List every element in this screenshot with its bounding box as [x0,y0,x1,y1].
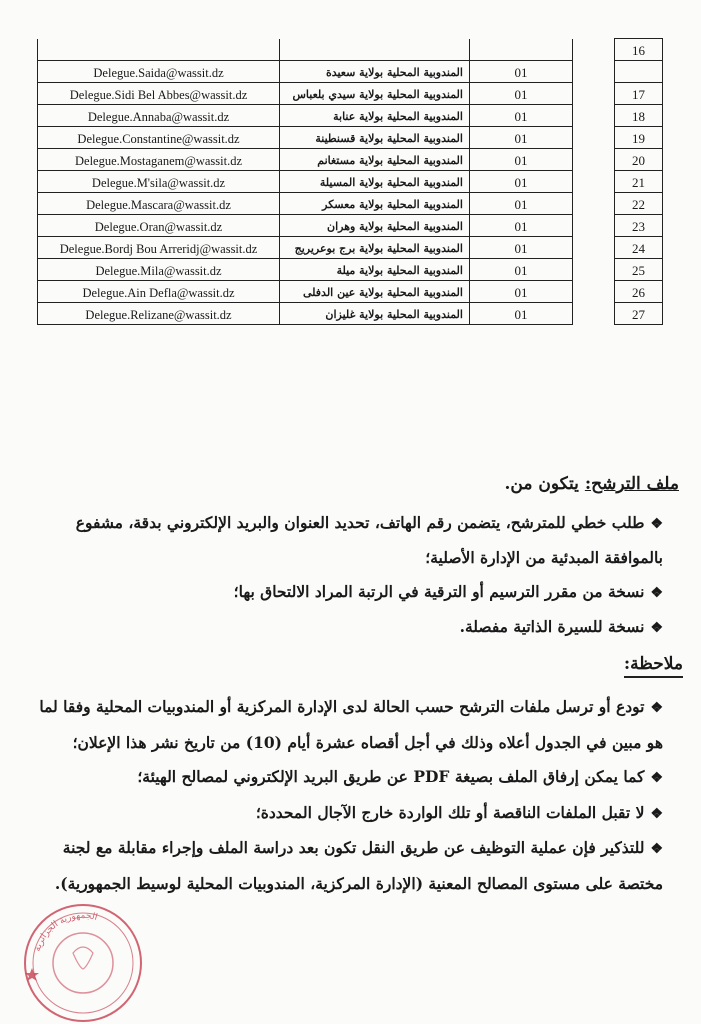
bullet-icon: ❖ [650,620,663,636]
number-cell: 25 [614,259,662,281]
office-cell: المندوبية المحلية بولاية وهران [280,215,470,237]
count-cell [469,39,572,61]
email-cell: Delegue.Sidi Bel Abbes@wassit.dz [38,83,280,105]
bullet-icon: ❖ [650,700,663,716]
table-row [38,61,663,83]
number-cell: 17 [614,83,662,105]
office-cell: المندوبية المحلية بولاية عنابة [280,105,470,127]
number-cell: 24 [614,237,662,259]
office-cell [280,39,470,61]
table-row [38,193,663,215]
email-cell: Delegue.Constantine@wassit.dz [38,127,280,149]
gap-cell [573,193,615,215]
table-row [38,149,663,171]
count-cell: 01 [469,303,572,325]
count-cell: 01 [469,105,572,127]
email-cell: Delegue.M'sila@wassit.dz [38,171,280,193]
office-cell: المندوبية المحلية بولاية برج بوعريريج [280,237,470,259]
count-cell: 01 [469,281,572,303]
gap-cell [573,171,615,193]
note-item: ❖كما يمكن إرفاق الملف بصيغة PDF عن طريق البريد الإلكتروني لمصالح الهيئة؛ [23,760,663,796]
note-item: ❖للتذكير فإن عملية التوظيف عن طريق النقل تكون بعد دراسة الملف وإجراء مقابلة مع لجنة مختصة على مستوى المصالح المعنية (الإدارة المركزية، المندوبيات المحلية لوسيط الجمهورية). [23,831,663,901]
dossier-item: ❖طلب خطي للمترشح، يتضمن رقم الهاتف، تحديد العنوان والبريد الإلكتروني بدقة، مشفوع بالموافقة المبدئية من الإدارة الأصلية؛ [23,506,663,575]
bullet-icon: ❖ [650,841,663,857]
table-row [38,215,663,237]
dossier-item: ❖نسخة للسيرة الذاتية مفصلة. [23,610,663,645]
table-row [38,281,663,303]
email-cell: Delegue.Saida@wassit.dz [38,61,280,83]
notes-heading: ملاحظة: [624,654,683,678]
gap-cell [573,259,615,281]
email-cell: Delegue.Annaba@wassit.dz [38,105,280,127]
office-cell: المندوبية المحلية بولاية سيدي بلعباس [280,83,470,105]
bullet-icon: ❖ [650,516,663,532]
number-cell: 23 [614,215,662,237]
note-item: ❖تودع أو ترسل ملفات الترشح حسب الحالة لدى الإدارة المركزية أو المندوبيات المحلية وفقا لما هو مبين في الجدول أعلاه وذلك في أجل أقصاه عشرة أيام (10) من تاريخ نشر هذا الإعلان؛ [23,690,663,760]
number-cell: 26 [614,281,662,303]
notes-list [23,690,663,901]
svg-text:الجمهورية الجزائرية [33,911,99,953]
number-cell: 20 [614,149,662,171]
number-cell: 18 [614,105,662,127]
email-cell: Delegue.Mostaganem@wassit.dz [38,149,280,171]
gap-cell [573,61,615,83]
table-row [38,259,663,281]
bullet-icon: ❖ [650,770,663,786]
bullet-icon: ❖ [650,805,663,822]
number-cell: 21 [614,171,662,193]
number-cell: 16 [614,39,662,61]
count-cell: 01 [469,259,572,281]
seal-text: الجمهورية الجزائرية [32,910,99,953]
number-cell: 22 [614,193,662,215]
table-row [38,83,663,105]
note-item: ❖لا تقبل الملفات الناقصة أو تلك الواردة خارج الآجال المحددة؛ [23,796,663,832]
number-cell: 19 [614,127,662,149]
gap-cell [573,149,615,171]
email-cell: Delegue.Relizane@wassit.dz [38,303,280,325]
dossier-heading [505,474,679,494]
office-cell: المندوبية المحلية بولاية معسكر [280,193,470,215]
dossier-item: ❖نسخة من مقرر الترسيم أو الترقية في الرتبة المراد الالتحاق بها؛ [23,575,663,610]
count-cell: 01 [469,149,572,171]
office-cell: المندوبية المحلية بولاية المسيلة [280,171,470,193]
table-row [38,171,663,193]
count-cell: 01 [469,127,572,149]
table-row [38,303,663,325]
office-cell: المندوبية المحلية بولاية سعيدة [280,61,470,83]
count-cell: 01 [469,215,572,237]
count-cell: 01 [469,61,572,83]
count-cell: 01 [469,237,572,259]
delegations-table [37,38,663,325]
bullet-icon: ❖ [650,585,663,601]
email-cell: Delegue.Ain Defla@wassit.dz [38,281,280,303]
count-cell: 01 [469,171,572,193]
gap-cell [573,215,615,237]
table-row [38,127,663,149]
gap-cell [573,281,615,303]
email-cell: Delegue.Oran@wassit.dz [38,215,280,237]
office-cell: المندوبية المحلية بولاية قسنطينة [280,127,470,149]
table-row [38,105,663,127]
gap-cell [573,303,615,325]
gap-cell [573,127,615,149]
number-cell: 27 [614,303,662,325]
dossier-list [23,506,663,645]
gap-cell [573,237,615,259]
office-cell: المندوبية المحلية بولاية ميلة [280,259,470,281]
table-row [38,39,663,61]
email-cell: Delegue.Mila@wassit.dz [38,259,280,281]
dossier-heading-rest: يتكون من. [504,474,579,494]
office-cell: المندوبية المحلية بولاية مستغانم [280,149,470,171]
dossier-heading-label: ملف الترشح: [584,474,679,494]
email-cell [38,39,280,61]
table-row [38,237,663,259]
count-cell: 01 [469,83,572,105]
email-cell: Delegue.Mascara@wassit.dz [38,193,280,215]
count-cell: 01 [469,193,572,215]
office-cell: المندوبية المحلية بولاية غليزان [280,303,470,325]
office-cell: المندوبية المحلية بولاية عين الدفلى [280,281,470,303]
gap-cell [573,83,615,105]
gap-cell [573,105,615,127]
gap-cell [573,39,615,61]
number-cell [614,61,662,83]
email-cell: Delegue.Bordj Bou Arreridj@wassit.dz [38,237,280,259]
official-seal [18,898,148,1028]
